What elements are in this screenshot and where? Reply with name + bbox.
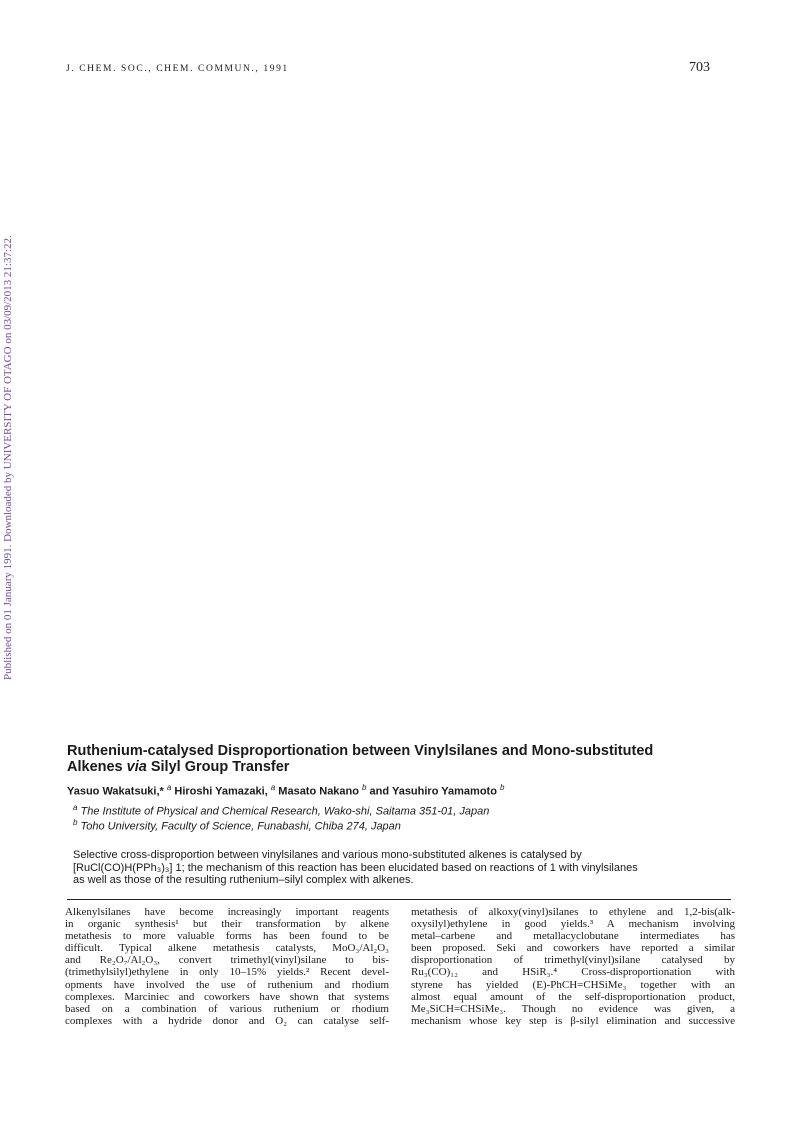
abstract — [73, 849, 733, 887]
body-line: disproportionation of trimethyl(vinyl)silane catalysed by — [411, 954, 735, 967]
author-affil-mark: a — [270, 783, 276, 792]
affil-text: Toho University, Faculty of Science, Funabashi, Chiba 274, Japan — [77, 820, 401, 833]
author-affil-mark: b — [499, 783, 505, 792]
body-line: and Re₂O₇/Al₂O₃, convert trimethyl(vinyl)silane to bis- — [65, 954, 389, 967]
body-line: Alkenylsilanes have become increasingly important reagents — [65, 906, 389, 918]
body-line: been proposed. Seki and coworkers have reported a similar — [411, 942, 735, 955]
body-line: opments have involved the use of ruthenium and rhodium — [65, 978, 389, 991]
body-line: based on a combination of various ruthenium or rhodium — [65, 1002, 389, 1015]
affiliation-a — [73, 803, 489, 818]
body-line: complexes. Marciniec and coworkers have shown that systems — [65, 990, 389, 1003]
body-line: styrene has yielded (E)-PhCH=CHSiMe₃ together with an — [411, 978, 735, 991]
running-head: J. CHEM. SOC., CHEM. COMMUN., 1991 — [66, 64, 289, 74]
body-line: Ru₃(CO)₁₂ and HSiR₃.⁴ Cross-disproportionation with — [411, 966, 735, 979]
body-column-left — [65, 906, 389, 1027]
download-notice[interactable]: Published on 01 January 1991. Downloaded by UNIVERSITY OF OTAGO on 03/09/2013 21:37:22. — [2, 235, 14, 680]
author-affil-mark: b — [362, 783, 367, 792]
abstract-line: as well as those of the resulting ruthenium–silyl complex with alkenes. — [73, 874, 414, 886]
affiliation-b — [73, 818, 401, 833]
body-line: metathesis of alkoxy(vinyl)silanes to ethylene and 1,2-bis(alk- — [411, 906, 735, 918]
author-name: Yasuo Wakatsuki,* — [67, 785, 167, 798]
body-line: metathesis to more valuable forms has been found to be — [65, 930, 389, 943]
body-line: Me₃SiCH=CHSiMe₃. Though no evidence was given, a — [411, 1002, 735, 1015]
body-line: mechanism whose key step is β-silyl elimination and successive — [411, 1014, 735, 1027]
body-line: almost equal amount of the self-disproportionation product, — [411, 990, 735, 1003]
body-line: in organic synthesis¹ but their transformation by alkene — [65, 918, 389, 931]
abstract-line: Selective cross-disproportion between vinylsilanes and various mono-substituted alkenes is catalysed by — [73, 849, 582, 861]
affil-text: The Institute of Physical and Chemical Research, Wako-shi, Saitama 351-01, Japan — [77, 805, 490, 818]
author-affil-mark: a — [166, 783, 172, 792]
title-italic: via — [126, 759, 147, 775]
author-list — [67, 783, 504, 798]
abstract-line: [RuCl(CO)H(PPh₃)₃] 1; the mechanism of this reaction has been elucidated based on reactions of 1 with vinylsilanes — [73, 861, 638, 874]
article-title — [67, 743, 747, 775]
title-part2: Alkenes — [67, 759, 127, 775]
body-line: metal–carbene and metallacyclobutane intermediates has — [411, 930, 735, 943]
title-part1: Ruthenium-catalysed Disproportionation between Vinylsilanes and Mono-substituted — [67, 743, 654, 759]
affil-mark: b — [73, 818, 78, 827]
author-name: and Yasuhiro Yamamoto — [366, 785, 500, 798]
page-number: 703 — [689, 60, 710, 75]
author-name: Hiroshi Yamazaki, — [171, 785, 271, 798]
body-line: complexes with a hydride donor and O₂ can catalyse self- — [65, 1014, 389, 1027]
body-line: oxysilyl)ethylene in good yields.³ A mechanism involving — [411, 918, 735, 931]
author-name: Masato Nakano — [275, 785, 363, 798]
body-column-right — [411, 906, 735, 1027]
body-line: difficult. Typical alkene metathesis catalysts, MoO₃/Al₂O₃ — [65, 942, 389, 955]
body-line: (trimethylsilyl)ethylene in only 10–15% yields.² Recent devel- — [65, 966, 389, 979]
title-part3: Silyl Group Transfer — [146, 759, 290, 775]
affil-mark: a — [73, 803, 78, 812]
abstract-divider — [67, 899, 731, 900]
